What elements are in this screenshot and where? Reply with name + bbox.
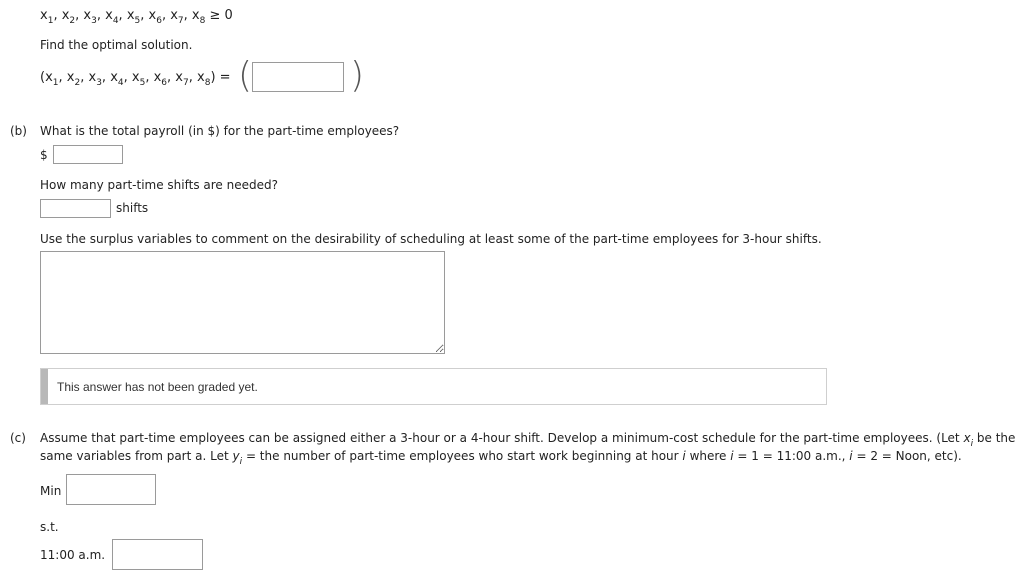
var-x4: $x_4$ — [105, 8, 119, 26]
constraint-1100-label: 11:00 a.m. — [40, 548, 106, 562]
var-x1: $x_1$ — [40, 8, 54, 26]
solution-tuple-label: ($x_1$, $x_2$, $x_3$, $x_4$, $x_5$, $x_6$, $x_7$, $x_8$) = — [40, 70, 231, 88]
shifts-input[interactable] — [40, 199, 111, 218]
grading-status-text: This answer has not been graded yet. — [57, 380, 258, 394]
shifts-unit: shifts — [116, 201, 149, 215]
surplus-comment-textarea[interactable] — [40, 251, 445, 354]
objective-input[interactable] — [66, 474, 156, 505]
var-x2: $x_2$ — [61, 8, 76, 26]
var-x7: $x_7$ — [170, 8, 184, 26]
var-x3: $x_3$ — [83, 8, 97, 26]
nonnegativity-constraint: $x_1$, $x_2$, $x_3$, $x_4$, $x_5$, $x_6$, $x_7$, $x_8 \ge 0$ — [40, 8, 233, 26]
part-c-prompt-line2: same variables from part a. Let $y_i$ = the number of part-time employees who start work beginning at hour i where i = 1 = 11:00 a.m., i = 2 = Noon, etc). — [40, 449, 962, 467]
part-c-label: (c) — [10, 431, 26, 445]
nonneg-relation: ≥ 0 — [209, 8, 233, 23]
find-optimal-instruction: Find the optimal solution. — [40, 38, 193, 52]
var-x5: $x_5$ — [126, 8, 141, 26]
payroll-question: What is the total payroll (in $) for the part-time employees? — [40, 124, 400, 138]
constraint-1100-input[interactable] — [112, 539, 203, 570]
part-b-label: (b) — [10, 124, 27, 138]
surplus-question: Use the surplus variables to comment on the desirability of scheduling at least some of the part-time employees for 3-hour shifts. — [40, 232, 822, 246]
grading-status-box — [40, 368, 827, 405]
var-x6: $x_6$ — [148, 8, 162, 26]
subject-to-label: s.t. — [40, 520, 59, 534]
shifts-question: How many part-time shifts are needed? — [40, 178, 278, 192]
optimal-solution-input[interactable] — [252, 62, 344, 92]
var-x8: $x_8$ — [191, 8, 206, 26]
part-c-prompt-line1: Assume that part-time employees can be assigned either a 3-hour or a 4-hour shift. Develop a minimum-cost schedule for the part-time employees. (Let $x_i$ be the — [40, 431, 1016, 449]
solution-left-paren: ( — [238, 55, 253, 96]
currency-symbol: $ — [40, 148, 48, 162]
payroll-input[interactable] — [53, 145, 123, 164]
solution-right-paren: ) — [350, 55, 365, 96]
grading-status-bar — [41, 369, 48, 404]
min-label: Min — [40, 484, 62, 498]
